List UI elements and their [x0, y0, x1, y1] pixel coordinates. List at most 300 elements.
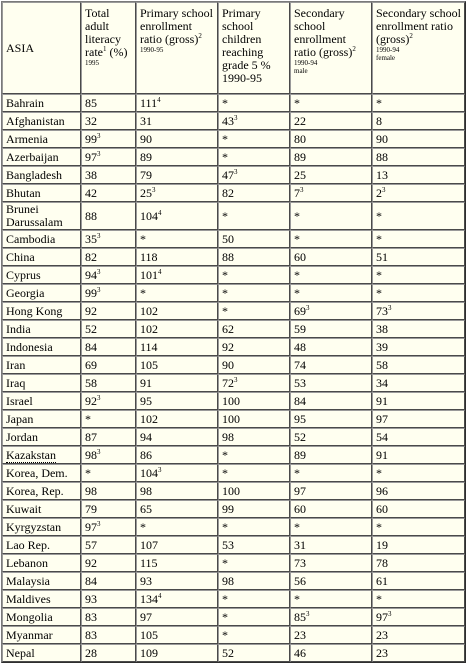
country-name: Georgia: [6, 285, 45, 300]
literacy-cell: [81, 130, 136, 148]
primary-enrollment-cell-value: 90: [140, 131, 152, 146]
secondary-male-cell-value: 97: [294, 483, 306, 498]
primary-enrollment-cell-value: 114: [140, 339, 158, 354]
primary-enrollment-cell: [136, 266, 218, 284]
secondary-female-cell: [372, 590, 465, 608]
literacy-cell-footnote: 3: [97, 267, 101, 276]
grade5-cell-footnote: 3: [234, 167, 238, 176]
primary-enrollment-cell-value: 98: [140, 483, 152, 498]
grade5-cell: [218, 356, 290, 374]
table-body: [2, 94, 465, 662]
grade5-cell: [218, 464, 290, 482]
secondary-female-cell: [372, 338, 465, 356]
secondary-female-cell: [372, 500, 465, 518]
secondary-female-cell-value: 97: [376, 609, 388, 624]
secondary-female-cell-value: 96: [376, 483, 388, 498]
grade5-cell-value: 100: [222, 393, 240, 408]
country-name: Iran: [6, 357, 26, 372]
primary-enrollment-cell-value: 79: [140, 167, 152, 182]
country-name: Iraq: [6, 375, 26, 390]
secondary-female-cell-value: 91: [376, 393, 388, 408]
country-cell: [2, 572, 81, 590]
table-row: [2, 482, 465, 500]
secondary-male-cell: [290, 392, 372, 410]
literacy-header-unit: (%): [106, 45, 128, 59]
country-name: Myanmar: [6, 627, 53, 642]
secondary-male-cell: [290, 320, 372, 338]
secondary-female-cell: [372, 572, 465, 590]
literacy-cell: [81, 590, 136, 608]
table-header-row: [2, 2, 465, 94]
secondary-male-cell-value: 46: [294, 645, 306, 660]
secondary-female-cell-value: *: [376, 231, 382, 246]
country-cell: [2, 428, 81, 446]
secondary-female-cell: [372, 320, 465, 338]
secondary-male-cell: [290, 184, 372, 202]
literacy-cell: [81, 230, 136, 248]
literacy-cell-value: 99: [85, 131, 97, 146]
literacy-header-years: 1995: [85, 59, 99, 67]
secondary-male-cell-footnote: 3: [300, 185, 304, 194]
country-name: Afghanistan: [6, 113, 65, 128]
primary-enrollment-cell-footnote: 3: [152, 185, 156, 194]
country-cell: [2, 356, 81, 374]
secondary-male-cell: [290, 518, 372, 536]
secondary-male-cell-value: 22: [294, 113, 306, 128]
secondary-male-cell: [290, 356, 372, 374]
literacy-cell: [81, 184, 136, 202]
literacy-cell-value: 52: [85, 321, 97, 336]
country-cell: [2, 464, 81, 482]
secondary-female-cell-value: 38: [376, 321, 388, 336]
table-row: [2, 248, 465, 266]
primary-enrollment-cell-value: 101: [140, 267, 158, 282]
secondary-male-cell: [290, 166, 372, 184]
table-row: [2, 94, 465, 112]
primary-enrollment-cell-value: 86: [140, 447, 152, 462]
secondary-male-cell-value: 84: [294, 393, 306, 408]
secondary-female-cell: [372, 284, 465, 302]
country-cell: [2, 392, 81, 410]
literacy-cell-footnote: 3: [97, 393, 101, 402]
primary-enrollment-cell: [136, 230, 218, 248]
literacy-cell: [81, 446, 136, 464]
secondary-male-header: [290, 2, 372, 94]
secondary-male-cell-value: 53: [294, 375, 306, 390]
literacy-cell-footnote: 3: [97, 519, 101, 528]
secondary-female-cell: [372, 626, 465, 644]
grade5-cell-value: *: [222, 447, 228, 462]
primary-enrollment-cell: [136, 320, 218, 338]
primary-enrollment-header-label: Primary school enrollment ratio (gross): [140, 6, 213, 46]
country-name: Armenia: [6, 131, 48, 146]
country-cell: [2, 554, 81, 572]
secondary-male-cell: [290, 202, 372, 230]
grade5-cell-value: 100: [222, 411, 240, 426]
literacy-header: [81, 2, 136, 94]
secondary-female-cell: [372, 374, 465, 392]
country-name: Kazakstan: [6, 447, 56, 462]
primary-enrollment-cell: [136, 554, 218, 572]
primary-enrollment-cell-footnote: 4: [158, 591, 162, 600]
grade5-cell: [218, 166, 290, 184]
country-cell: [2, 184, 81, 202]
secondary-female-cell-value: 23: [376, 627, 388, 642]
secondary-female-cell-value: 78: [376, 555, 388, 570]
country-cell: [2, 608, 81, 626]
literacy-cell: [81, 374, 136, 392]
primary-enrollment-cell-value: 102: [140, 303, 158, 318]
grade5-cell-value: *: [222, 627, 228, 642]
grade5-cell-value: 99: [222, 501, 234, 516]
country-cell: [2, 590, 81, 608]
grade5-cell-value: *: [222, 609, 228, 624]
secondary-female-cell: [372, 112, 465, 130]
primary-enrollment-cell-value: 95: [140, 393, 152, 408]
secondary-female-cell-value: *: [376, 95, 382, 110]
primary-enrollment-cell: [136, 130, 218, 148]
primary-enrollment-cell-footnote: 4: [158, 267, 162, 276]
literacy-cell: [81, 428, 136, 446]
country-name: Bangladesh: [6, 167, 62, 182]
primary-enrollment-cell-value: 111: [140, 95, 158, 110]
secondary-female-cell: [372, 644, 465, 662]
country-cell: [2, 626, 81, 644]
secondary-female-cell-value: 54: [376, 429, 388, 444]
literacy-cell: [81, 302, 136, 320]
literacy-cell: [81, 608, 136, 626]
literacy-cell: [81, 248, 136, 266]
secondary-male-cell-value: *: [294, 208, 300, 223]
country-cell: [2, 482, 81, 500]
secondary-male-cell-value: *: [294, 591, 300, 606]
grade5-cell: [218, 626, 290, 644]
secondary-female-cell: [372, 518, 465, 536]
country-name: Malaysia: [6, 573, 50, 588]
primary-enrollment-cell: [136, 374, 218, 392]
secondary-male-cell: [290, 482, 372, 500]
primary-enrollment-cell-value: 65: [140, 501, 152, 516]
grade5-cell: [218, 338, 290, 356]
primary-enrollment-cell: [136, 518, 218, 536]
table-row: [2, 320, 465, 338]
literacy-cell-value: *: [85, 411, 91, 426]
secondary-female-cell-value: *: [376, 519, 382, 534]
table-row: [2, 356, 465, 374]
secondary-male-cell-value: 73: [294, 555, 306, 570]
secondary-female-header-years: 1990-94: [376, 46, 400, 54]
grade5-cell: [218, 230, 290, 248]
secondary-female-cell: [372, 266, 465, 284]
primary-enrollment-cell: [136, 284, 218, 302]
literacy-cell: [81, 464, 136, 482]
grade5-cell-value: 43: [222, 113, 234, 128]
secondary-female-cell: [372, 230, 465, 248]
secondary-male-cell: [290, 130, 372, 148]
secondary-male-cell-value: *: [294, 519, 300, 534]
table-row: [2, 608, 465, 626]
primary-enrollment-cell-value: *: [140, 231, 146, 246]
secondary-male-cell-value: 31: [294, 537, 306, 552]
secondary-female-cell: [372, 166, 465, 184]
literacy-cell-footnote: 3: [97, 131, 101, 140]
primary-enrollment-cell-value: 102: [140, 411, 158, 426]
primary-enrollment-cell: [136, 112, 218, 130]
primary-enrollment-cell: [136, 166, 218, 184]
literacy-cell-value: 79: [85, 501, 97, 516]
secondary-male-cell-value: 89: [294, 149, 306, 164]
country-cell: [2, 320, 81, 338]
country-cell: [2, 230, 81, 248]
country-name: India: [6, 321, 31, 336]
grade5-cell-value: 82: [222, 185, 234, 200]
literacy-cell-value: 98: [85, 447, 97, 462]
primary-enrollment-cell: [136, 94, 218, 112]
secondary-female-header-label: Secondary school enrollment ratio (gross): [376, 6, 461, 46]
secondary-male-header-label: Secondary school enrollment ratio (gross): [294, 6, 353, 59]
secondary-male-cell-value: 25: [294, 167, 306, 182]
primary-enrollment-cell: [136, 536, 218, 554]
secondary-female-cell-value: 73: [376, 303, 388, 318]
secondary-male-cell: [290, 572, 372, 590]
secondary-male-cell-value: 52: [294, 429, 306, 444]
secondary-female-header: [372, 2, 465, 94]
literacy-cell-footnote: 3: [97, 285, 101, 294]
table-row: [2, 202, 465, 230]
country-cell: [2, 148, 81, 166]
country-cell: [2, 338, 81, 356]
secondary-female-cell-value: 19: [376, 537, 388, 552]
literacy-cell-value: 32: [85, 113, 97, 128]
grade5-cell: [218, 94, 290, 112]
grade5-cell: [218, 644, 290, 662]
secondary-female-cell-footnote: 3: [388, 609, 392, 618]
grade5-cell-value: 98: [222, 573, 234, 588]
secondary-male-cell: [290, 338, 372, 356]
table-row: [2, 410, 465, 428]
grade5-cell: [218, 202, 290, 230]
literacy-cell: [81, 536, 136, 554]
grade5-cell-value: 50: [222, 231, 234, 246]
primary-enrollment-cell-value: 134: [140, 591, 158, 606]
secondary-male-cell: [290, 644, 372, 662]
country-cell: [2, 166, 81, 184]
table-row: [2, 130, 465, 148]
secondary-male-cell-value: 59: [294, 321, 306, 336]
country-name: Korea, Dem.: [6, 465, 68, 480]
secondary-male-cell: [290, 284, 372, 302]
country-name: Brunei Darussalam: [6, 202, 63, 229]
secondary-male-cell-value: *: [294, 95, 300, 110]
literacy-cell-value: 82: [85, 249, 97, 264]
secondary-female-cell: [372, 302, 465, 320]
literacy-cell-value: 97: [85, 149, 97, 164]
table-row: [2, 392, 465, 410]
table-row: [2, 518, 465, 536]
secondary-male-cell-value: 74: [294, 357, 306, 372]
secondary-female-header-note: female: [376, 54, 396, 62]
secondary-male-cell: [290, 410, 372, 428]
literacy-cell-value: 28: [85, 645, 97, 660]
primary-enrollment-cell-value: 104: [140, 208, 158, 223]
secondary-female-cell-value: 23: [376, 645, 388, 660]
grade5-cell: [218, 518, 290, 536]
grade5-cell: [218, 410, 290, 428]
grade5-cell-value: 98: [222, 429, 234, 444]
primary-enrollment-cell: [136, 202, 218, 230]
country-name: Hong Kong: [6, 303, 63, 318]
literacy-cell-value: 38: [85, 167, 97, 182]
secondary-female-cell-value: 97: [376, 411, 388, 426]
secondary-female-cell-value: 2: [376, 185, 382, 200]
secondary-male-cell: [290, 112, 372, 130]
grade5-cell: [218, 392, 290, 410]
table-row: [2, 500, 465, 518]
literacy-cell: [81, 482, 136, 500]
secondary-male-cell: [290, 608, 372, 626]
grade5-cell-value: 90: [222, 357, 234, 372]
literacy-cell-value: 94: [85, 267, 97, 282]
literacy-cell-footnote: 3: [97, 447, 101, 456]
table-row: [2, 554, 465, 572]
secondary-male-cell-value: 56: [294, 573, 306, 588]
primary-enrollment-cell-value: *: [140, 519, 146, 534]
grade5-cell-value: 62: [222, 321, 234, 336]
primary-enrollment-cell: [136, 184, 218, 202]
grade5-cell-value: *: [222, 149, 228, 164]
secondary-male-cell-footnote: 3: [306, 609, 310, 618]
secondary-female-cell-value: *: [376, 267, 382, 282]
country-name: Israel: [6, 393, 33, 408]
country-cell: [2, 130, 81, 148]
primary-enrollment-header-footnote: 2: [198, 32, 202, 40]
grade5-cell: [218, 446, 290, 464]
table-row: [2, 446, 465, 464]
grade5-cell-value: 100: [222, 483, 240, 498]
table-row: [2, 112, 465, 130]
country-name: Lebanon: [6, 555, 48, 570]
secondary-male-cell-value: *: [294, 465, 300, 480]
country-cell: [2, 518, 81, 536]
grade5-cell-value: *: [222, 131, 228, 146]
primary-enrollment-cell-value: 93: [140, 573, 152, 588]
literacy-cell-value: 87: [85, 429, 97, 444]
literacy-cell-value: 83: [85, 609, 97, 624]
literacy-cell-footnote: 3: [97, 149, 101, 158]
table-row: [2, 166, 465, 184]
table-row: [2, 590, 465, 608]
primary-enrollment-cell: [136, 410, 218, 428]
literacy-cell: [81, 554, 136, 572]
primary-enrollment-cell-footnote: 4: [157, 95, 161, 104]
secondary-female-cell: [372, 148, 465, 166]
grade5-cell: [218, 148, 290, 166]
grade5-cell-value: *: [222, 208, 228, 223]
secondary-female-cell-value: 91: [376, 447, 388, 462]
grade5-cell: [218, 482, 290, 500]
secondary-male-header-years: 1990-94: [294, 59, 318, 67]
secondary-male-cell-value: 95: [294, 411, 306, 426]
primary-enrollment-cell-footnote: 4: [158, 208, 162, 217]
secondary-male-cell: [290, 626, 372, 644]
primary-enrollment-cell: [136, 572, 218, 590]
table-row: [2, 284, 465, 302]
literacy-cell-value: 35: [85, 231, 97, 246]
country-name: Japan: [6, 411, 34, 426]
literacy-header-footnote: 1: [102, 45, 107, 53]
literacy-cell: [81, 410, 136, 428]
secondary-male-cell-value: 60: [294, 501, 306, 516]
grade5-cell: [218, 590, 290, 608]
secondary-male-cell: [290, 248, 372, 266]
primary-enrollment-cell-value: 25: [140, 185, 152, 200]
primary-enrollment-header: [136, 2, 218, 94]
grade5-cell-value: 92: [222, 339, 234, 354]
literacy-cell: [81, 626, 136, 644]
secondary-female-cell: [372, 482, 465, 500]
country-cell: [2, 248, 81, 266]
grade5-cell-value: *: [222, 555, 228, 570]
country-cell: [2, 644, 81, 662]
literacy-header-label: Total adult literacy rate: [85, 6, 121, 59]
region-header: [2, 2, 81, 94]
literacy-cell: [81, 148, 136, 166]
grade5-cell: [218, 374, 290, 392]
primary-enrollment-cell-value: 107: [140, 537, 158, 552]
grade5-cell: [218, 554, 290, 572]
country-name: Kuwait: [6, 501, 42, 516]
secondary-female-cell-value: 60: [376, 501, 388, 516]
literacy-cell: [81, 500, 136, 518]
primary-enrollment-cell: [136, 392, 218, 410]
grade5-cell: [218, 266, 290, 284]
secondary-female-cell-value: 88: [376, 149, 388, 164]
table-row: [2, 230, 465, 248]
primary-enrollment-cell: [136, 482, 218, 500]
table-row: [2, 184, 465, 202]
grade5-cell-value: 47: [222, 167, 234, 182]
country-cell: [2, 446, 81, 464]
secondary-male-header-footnote: 2: [352, 45, 356, 53]
table-row: [2, 302, 465, 320]
table-row: [2, 148, 465, 166]
grade5-cell-value: *: [222, 591, 228, 606]
country-cell: [2, 266, 81, 284]
literacy-cell-value: 58: [85, 375, 97, 390]
secondary-female-cell-value: 51: [376, 249, 388, 264]
literacy-cell: [81, 166, 136, 184]
grade5-cell: [218, 572, 290, 590]
country-cell: [2, 500, 81, 518]
literacy-cell-value: 99: [85, 285, 97, 300]
region-header-label: ASIA: [6, 40, 35, 55]
secondary-male-cell: [290, 554, 372, 572]
grade5-cell-footnote: 3: [234, 375, 238, 384]
primary-enrollment-cell: [136, 608, 218, 626]
table-row: [2, 266, 465, 284]
primary-enrollment-cell: [136, 302, 218, 320]
secondary-male-cell-value: 69: [294, 303, 306, 318]
secondary-male-header-note: male: [294, 67, 308, 75]
literacy-cell-value: 88: [85, 208, 97, 223]
grade5-cell: [218, 302, 290, 320]
country-name: Cyprus: [6, 267, 41, 282]
table-row: [2, 338, 465, 356]
grade5-cell: [218, 184, 290, 202]
primary-enrollment-cell-value: 105: [140, 627, 158, 642]
secondary-female-cell: [372, 392, 465, 410]
secondary-female-cell: [372, 428, 465, 446]
